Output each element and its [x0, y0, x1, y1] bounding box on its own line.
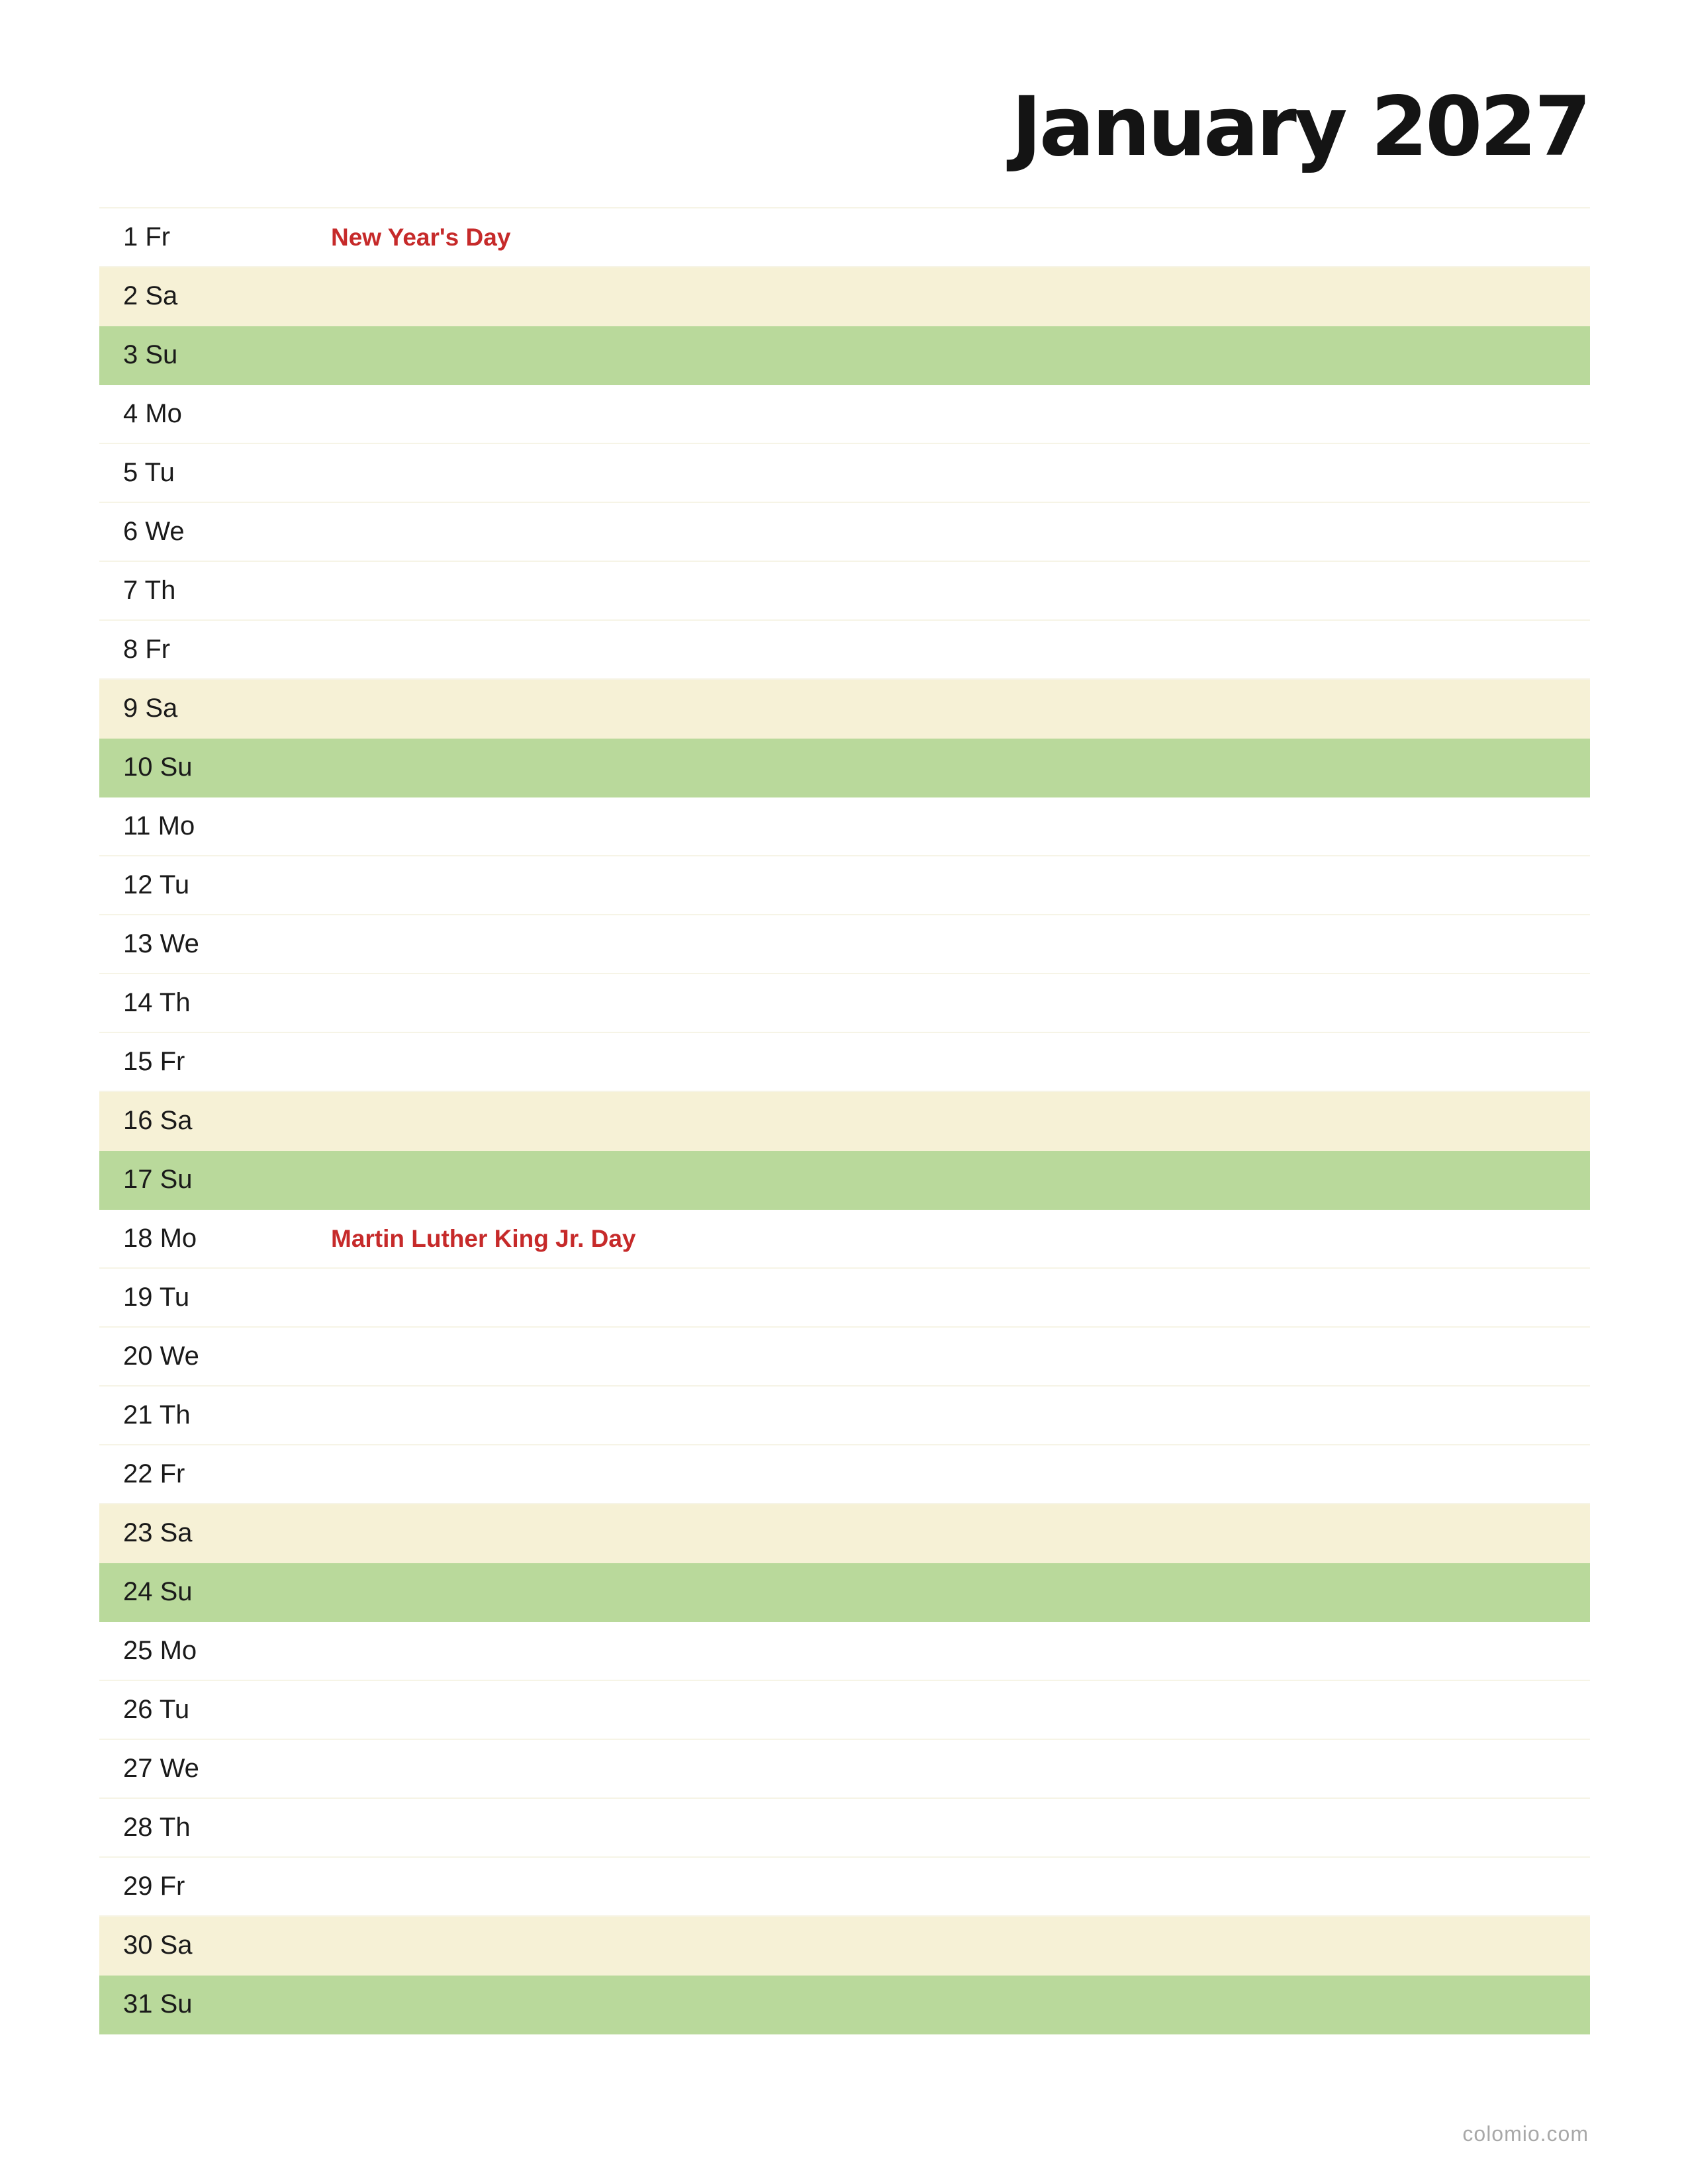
day-row [99, 562, 1590, 621]
day-row [99, 503, 1590, 562]
day-label: 22 Fr [123, 1459, 185, 1488]
day-label: 15 Fr [123, 1047, 185, 1076]
day-label: 3 Su [123, 340, 178, 369]
day-label: 8 Fr [123, 635, 171, 664]
day-row [99, 1210, 1590, 1269]
day-row [99, 974, 1590, 1033]
holiday-label: New Year's Day [331, 224, 511, 251]
day-row [99, 208, 1590, 267]
day-row [99, 267, 1590, 326]
day-row [99, 797, 1590, 856]
day-label: 7 Th [123, 576, 176, 605]
day-row [99, 1976, 1590, 2034]
day-row [99, 1917, 1590, 1976]
day-label: 13 We [123, 929, 199, 958]
day-label: 19 Tu [123, 1283, 190, 1312]
day-label: 28 Th [123, 1813, 191, 1842]
day-label: 17 Su [123, 1165, 193, 1194]
day-label: 5 Tu [123, 458, 175, 487]
day-row [99, 1151, 1590, 1210]
day-row [99, 739, 1590, 797]
day-row [99, 680, 1590, 739]
day-label: 11 Mo [123, 811, 195, 841]
footer-credit: colomio.com [1462, 2122, 1589, 2146]
day-label: 6 We [123, 517, 185, 546]
day-row [99, 326, 1590, 385]
day-row [99, 1504, 1590, 1563]
day-row [99, 1269, 1590, 1328]
day-row [99, 1622, 1590, 1681]
day-label: 1 Fr [123, 222, 171, 251]
page-title: January 2027 [1011, 79, 1589, 175]
day-row [99, 1033, 1590, 1092]
day-row [99, 444, 1590, 503]
day-label: 31 Su [123, 1989, 193, 2019]
day-label: 12 Tu [123, 870, 190, 899]
day-label: 23 Sa [123, 1518, 193, 1547]
day-row [99, 1445, 1590, 1504]
day-label: 2 Sa [123, 281, 178, 310]
day-row [99, 385, 1590, 444]
holiday-label: Martin Luther King Jr. Day [331, 1225, 636, 1252]
day-row [99, 1563, 1590, 1622]
day-label: 14 Th [123, 988, 191, 1017]
day-row [99, 856, 1590, 915]
day-label: 4 Mo [123, 399, 182, 428]
day-row [99, 1681, 1590, 1740]
day-label: 16 Sa [123, 1106, 193, 1135]
day-row [99, 1799, 1590, 1858]
day-label: 24 Su [123, 1577, 193, 1606]
day-row [99, 915, 1590, 974]
day-label: 25 Mo [123, 1636, 197, 1665]
day-label: 20 We [123, 1342, 199, 1371]
day-row [99, 1328, 1590, 1387]
day-label: 30 Sa [123, 1931, 193, 1960]
day-list [99, 207, 1590, 2034]
day-row [99, 1092, 1590, 1151]
day-label: 9 Sa [123, 694, 178, 723]
day-row [99, 1858, 1590, 1917]
day-label: 21 Th [123, 1400, 191, 1430]
day-label: 10 Su [123, 752, 193, 782]
day-label: 18 Mo [123, 1224, 197, 1253]
day-label: 29 Fr [123, 1872, 185, 1901]
day-label: 27 We [123, 1754, 199, 1783]
day-row [99, 621, 1590, 680]
day-row [99, 1387, 1590, 1445]
day-label: 26 Tu [123, 1695, 190, 1724]
day-row [99, 1740, 1590, 1799]
